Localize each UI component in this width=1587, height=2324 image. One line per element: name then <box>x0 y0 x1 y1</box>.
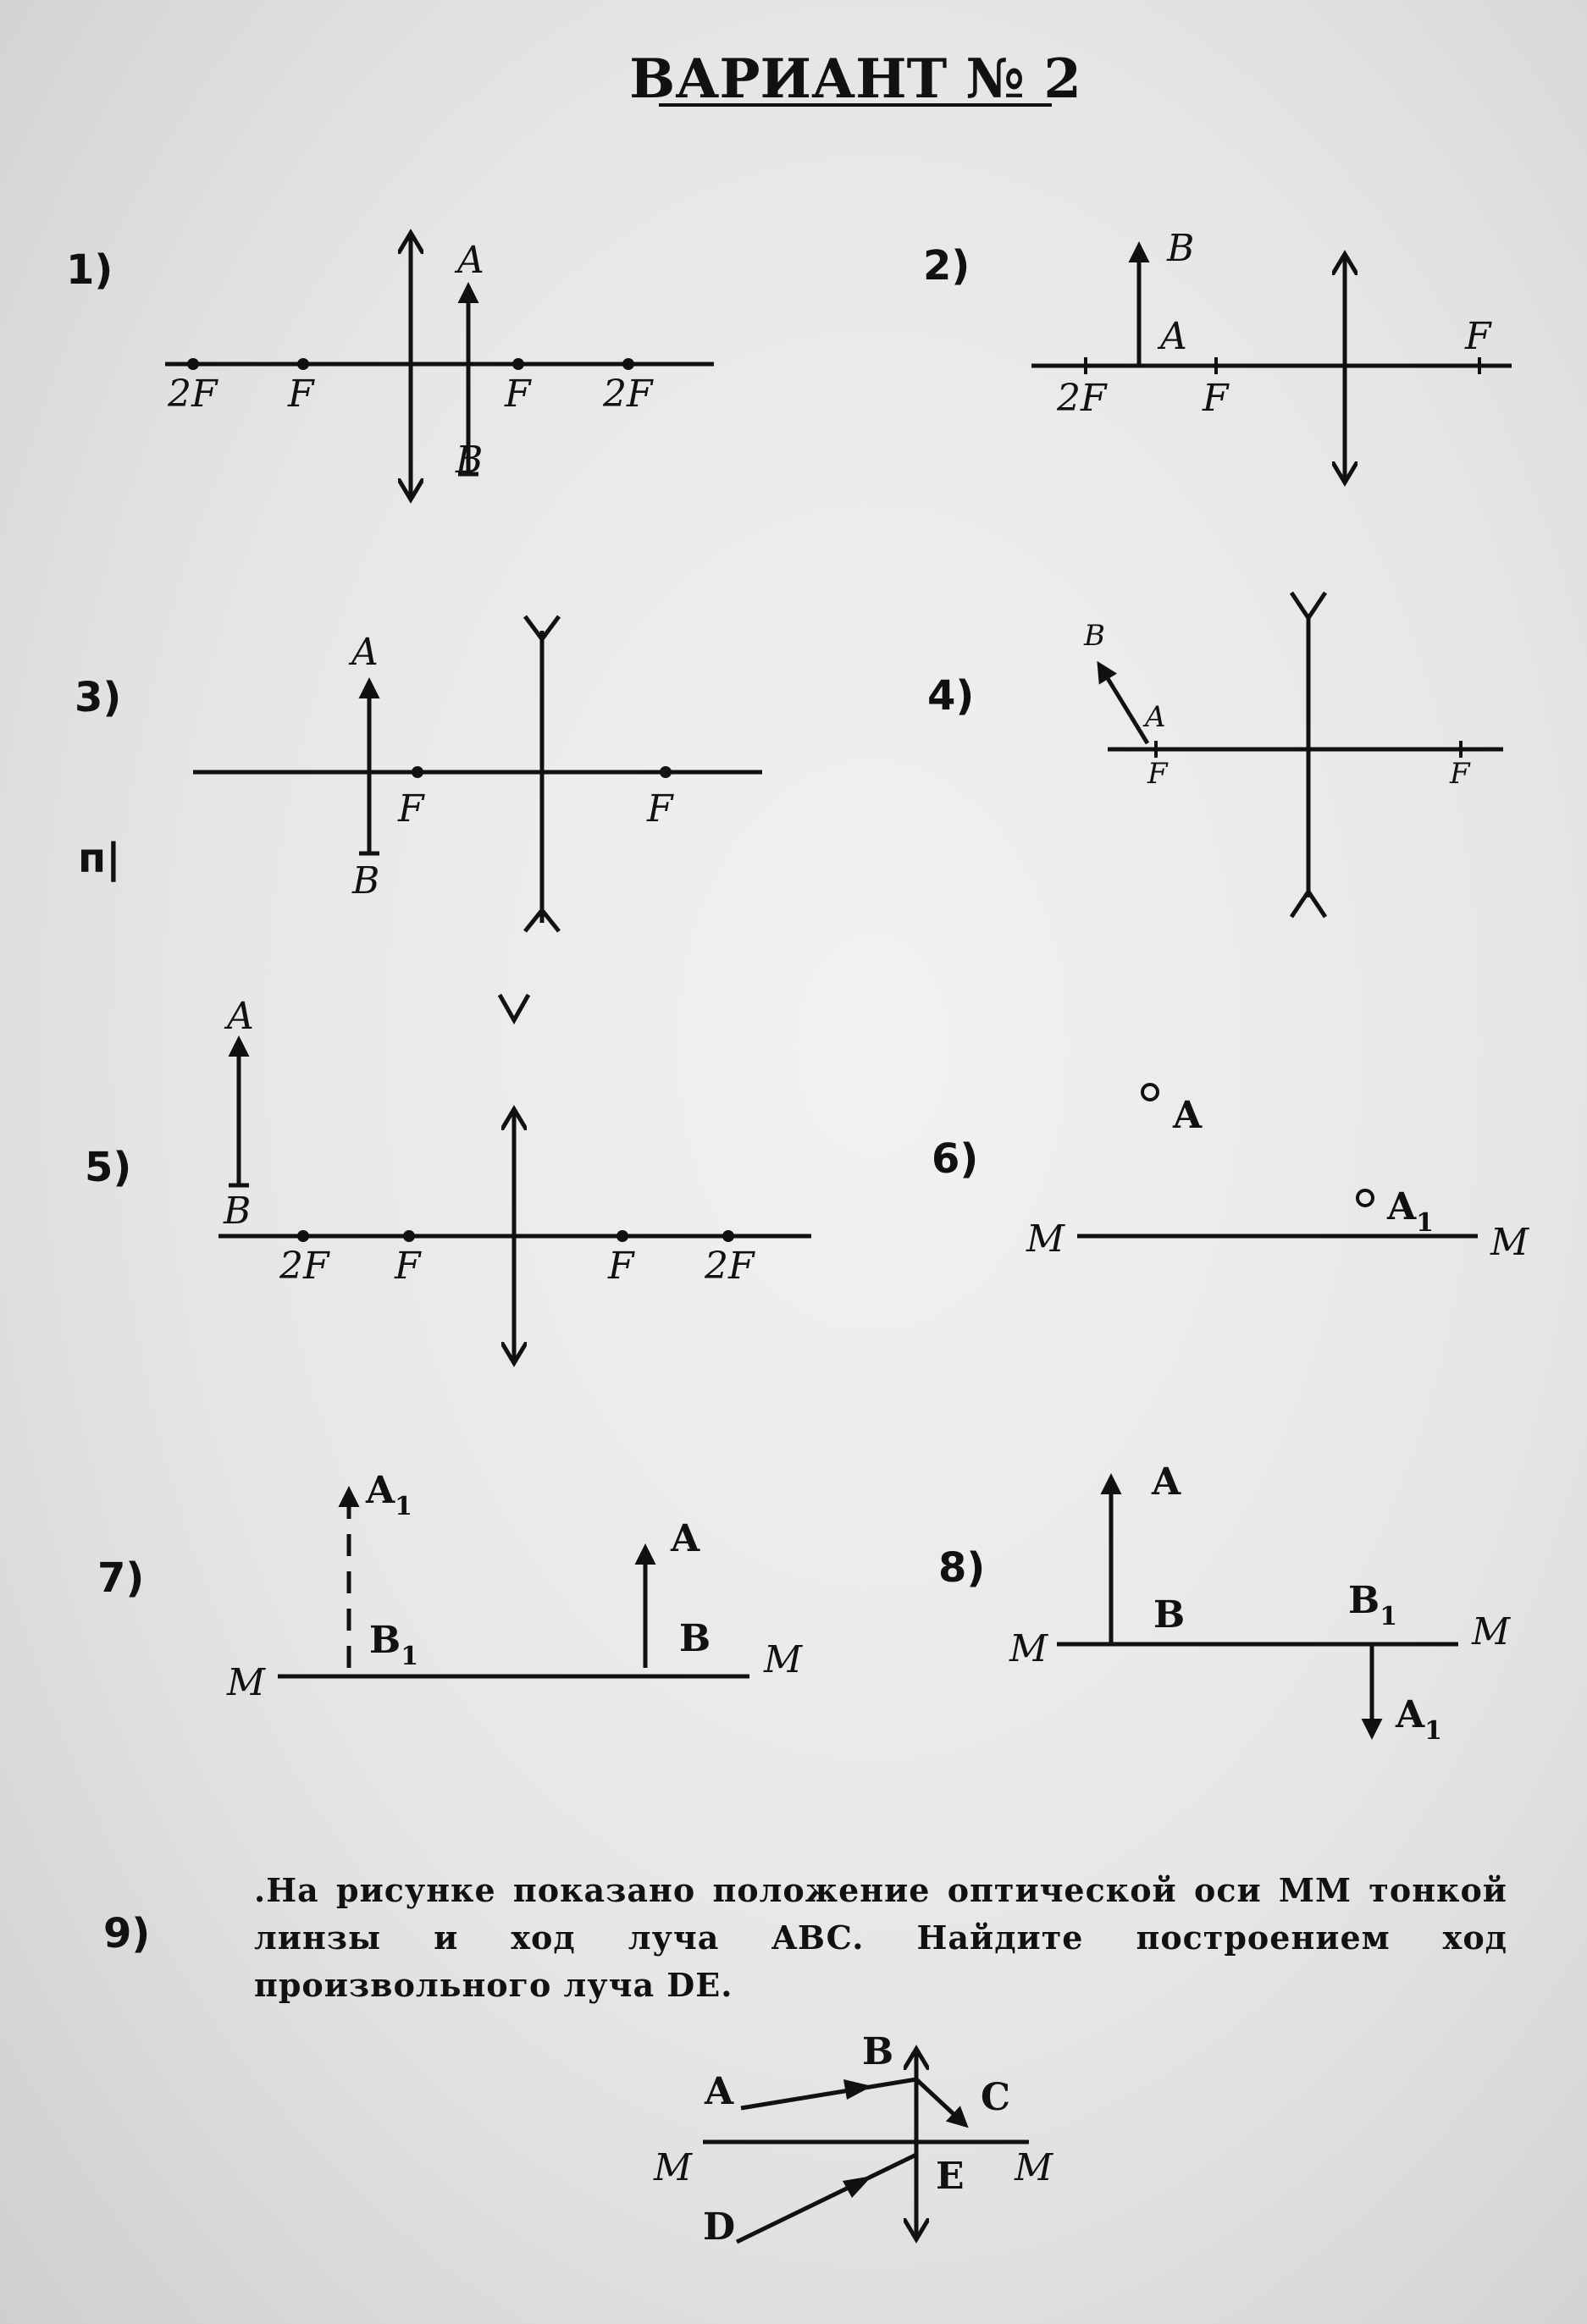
problem-3-number: 3) <box>75 674 122 721</box>
label-a1: $A_1$ <box>1396 1693 1443 1746</box>
label-b1: $B_1$ <box>369 1619 419 1671</box>
label-b: B <box>1167 227 1195 270</box>
problem-4 <box>927 593 1503 917</box>
label-a1: $A_1$ <box>1387 1185 1435 1238</box>
point-a <box>1142 1085 1158 1100</box>
problem-7 <box>97 1469 803 1704</box>
problem-9-text: .На рисунке показано положение оптической оси MM тонкой линзы и ход луча ABC. Найдите построением ход произвольного луча DE. <box>254 1871 1507 2004</box>
focus-2f-left <box>187 358 199 370</box>
focus-f-left <box>412 766 423 778</box>
label-b: B <box>224 1190 252 1233</box>
ray-bc <box>916 2079 965 2125</box>
label-a: A <box>1173 1094 1203 1137</box>
label-m-right: M <box>1490 1221 1529 1264</box>
problem-9-number: 9) <box>103 1910 151 1957</box>
label-m-left: M <box>654 2146 693 2189</box>
ray-ab <box>741 2079 916 2108</box>
label-f-left: F <box>1147 757 1168 791</box>
focus-f-right <box>617 1230 628 1242</box>
label-2f-right: 2F <box>603 373 653 416</box>
label-f-right: F <box>608 1245 634 1288</box>
label-m-right: M <box>764 1638 803 1681</box>
label-m-left: M <box>1026 1217 1065 1261</box>
label-f-left: F <box>288 373 314 416</box>
focus-f-right <box>660 766 672 778</box>
ray-de <box>737 2155 916 2242</box>
page-title: ВАРИАНТ № 2 <box>629 47 1081 111</box>
label-b: B <box>862 2030 894 2073</box>
focus-f-left <box>297 358 309 370</box>
focus-f-right <box>512 358 524 370</box>
label-f-right: F <box>505 373 531 416</box>
problem-5 <box>85 995 811 1363</box>
label-a: A <box>671 1517 700 1560</box>
label-a1: $A_1$ <box>366 1469 413 1521</box>
label-a: A <box>705 2070 734 2113</box>
label-f-right: F <box>647 787 673 831</box>
label-b: B <box>456 439 484 482</box>
focus-f-left <box>403 1230 415 1242</box>
problem-2 <box>923 227 1512 483</box>
ray-ab-arrow <box>843 2079 872 2100</box>
object-arrow-ab <box>1099 665 1147 743</box>
label-a: A <box>1160 315 1187 358</box>
focus-2f-left <box>297 1230 309 1242</box>
problem-3 <box>75 616 762 931</box>
label-b: B <box>352 859 380 903</box>
label-b: B <box>679 1617 711 1660</box>
label-a: A <box>457 239 484 282</box>
lens-top-cap <box>1291 593 1325 618</box>
lens-position-mark <box>500 995 528 1020</box>
label-c: C <box>981 2076 1011 2119</box>
label-f-left: F <box>1203 377 1229 420</box>
problem-5-number: 5) <box>85 1144 132 1191</box>
label-a: A <box>351 631 379 674</box>
label-f-left: F <box>398 787 424 831</box>
problem-7-number: 7) <box>97 1554 145 1602</box>
problem-8 <box>938 1460 1511 1746</box>
label-m-right: M <box>1472 1610 1511 1653</box>
label-e: E <box>936 2155 965 2198</box>
label-a: A <box>227 995 254 1038</box>
label-f-right: F <box>1465 315 1491 358</box>
label-2f-left: 2F <box>279 1245 329 1288</box>
label-f-left: F <box>395 1245 421 1288</box>
problem-6-number: 6) <box>932 1135 979 1183</box>
lens-top-cap <box>525 616 559 639</box>
problem-2-number: 2) <box>923 242 970 290</box>
label-f-right: F <box>1450 757 1470 791</box>
label-2f-left: 2F <box>168 373 218 416</box>
problem-1-number: 1) <box>66 246 113 294</box>
label-b: B <box>1084 619 1105 653</box>
ray-de-arrow <box>843 2176 872 2198</box>
label-2f-right: 2F <box>705 1245 755 1288</box>
focus-2f-right <box>622 358 634 370</box>
problem-6 <box>932 1085 1529 1264</box>
problem-1 <box>66 233 714 500</box>
label-a: A <box>1152 1460 1181 1504</box>
label-m-left: M <box>1009 1627 1048 1670</box>
problem-9 <box>103 1910 1053 2249</box>
label-m-left: M <box>227 1661 266 1704</box>
label-a: A <box>1145 700 1166 734</box>
problem-8-number: 8) <box>938 1544 986 1592</box>
label-d: D <box>703 2205 736 2249</box>
side-mark: п| <box>78 835 121 882</box>
label-m-right: M <box>1015 2146 1053 2189</box>
label-2f-left: 2F <box>1057 377 1107 420</box>
lens-bottom-cap <box>1291 892 1325 917</box>
label-b1: $B_1$ <box>1348 1579 1398 1631</box>
problem-4-number: 4) <box>927 672 975 720</box>
label-b: B <box>1153 1593 1186 1637</box>
point-a1 <box>1358 1190 1373 1206</box>
focus-2f-right <box>722 1230 734 1242</box>
